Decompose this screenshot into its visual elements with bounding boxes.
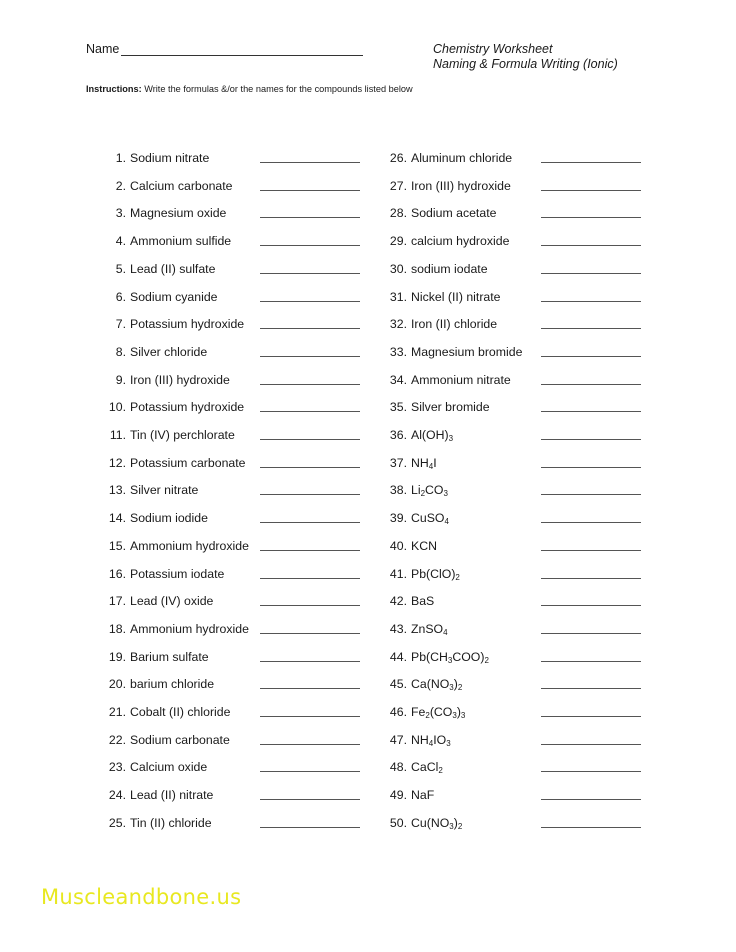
compound-label: Lead (II) sulfate: [130, 261, 216, 276]
question-number: 7.: [115, 317, 126, 332]
compound-label: Lead (II) nitrate: [130, 788, 214, 803]
compound-label: BaS: [411, 594, 435, 609]
answer-blank[interactable]: [260, 771, 360, 772]
compound-label: Sodium acetate: [411, 206, 497, 221]
question-number: 29.: [389, 234, 407, 249]
question-number: 21.: [108, 705, 126, 719]
answer-blank[interactable]: [260, 328, 360, 329]
compound-label: Iron (III) hydroxide: [411, 178, 511, 193]
watermark: Muscleandbone.us: [41, 885, 242, 909]
answer-blank[interactable]: [260, 356, 360, 357]
question-number: 19.: [108, 649, 126, 664]
answer-blank[interactable]: [260, 162, 360, 163]
compound-label: Potassium hydroxide: [130, 400, 245, 415]
answer-blank[interactable]: [541, 162, 641, 163]
compound-label: NaF: [411, 788, 435, 803]
answer-blank[interactable]: [541, 301, 641, 302]
question-number: 13.: [108, 483, 126, 498]
compound-label: Barium sulfate: [130, 649, 209, 664]
question-number: 49.: [389, 788, 407, 803]
compound-label: Ammonium hydroxide: [130, 538, 249, 553]
question-number: 9.: [115, 372, 126, 387]
compound-label: Magnesium oxide: [130, 206, 227, 221]
answer-blank[interactable]: [260, 411, 360, 412]
worksheet-subtitle: Naming & Formula Writing (Ionic): [433, 57, 618, 71]
question-number: 38.: [389, 483, 407, 498]
question-number: 30.: [389, 261, 407, 276]
question-number: 18.: [108, 621, 126, 636]
answer-blank[interactable]: [260, 716, 360, 717]
compound-label: $NH_4I$: [411, 455, 437, 471]
compound-label: barium chloride: [130, 677, 215, 692]
compound-label: CaCl$_2$: [411, 760, 443, 776]
compound-label: KCN: [411, 538, 437, 553]
compound-label: Magnesium bromide: [411, 344, 523, 359]
answer-blank[interactable]: [541, 716, 641, 717]
question-number: 43.: [389, 621, 407, 636]
answer-blank[interactable]: [260, 799, 360, 800]
answer-blank[interactable]: [260, 273, 360, 274]
answer-blank[interactable]: [541, 328, 641, 329]
question-number: 48.: [389, 760, 407, 775]
question-number: 22.: [108, 732, 126, 747]
question-number: 23.: [108, 760, 126, 775]
answer-blank[interactable]: [541, 605, 641, 606]
answer-blank[interactable]: [260, 827, 360, 828]
compound-label: Iron (III) hydroxide: [130, 372, 230, 387]
compound-label: $Al(OH)_3$: [411, 428, 454, 443]
compound-label: Silver chloride: [130, 344, 208, 359]
compound-label: Lead (IV) oxide: [130, 594, 214, 609]
answer-blank[interactable]: [260, 744, 360, 745]
compound-label: CuSO$_4$: [411, 511, 449, 527]
question-number: 36.: [389, 428, 407, 442]
compound-label: Sodium iodide: [130, 511, 208, 526]
name-field-line[interactable]: [121, 55, 363, 56]
question-number: 41.: [389, 566, 407, 581]
question-number: 20.: [108, 677, 126, 692]
question-number: 17.: [108, 594, 126, 609]
question-number: 35.: [389, 400, 407, 415]
question-number: 2.: [115, 178, 126, 193]
compound-label: Silver bromide: [411, 400, 490, 415]
answer-blank[interactable]: [260, 661, 360, 662]
answer-blank[interactable]: [541, 771, 641, 772]
answer-blank[interactable]: [541, 467, 641, 468]
answer-blank[interactable]: [541, 661, 641, 662]
answer-blank[interactable]: [541, 522, 641, 523]
answer-blank[interactable]: [260, 439, 360, 440]
instructions: [86, 84, 413, 94]
answer-blank[interactable]: [541, 799, 641, 800]
answer-blank[interactable]: [260, 384, 360, 385]
compound-label: Ammonium hydroxide: [130, 621, 249, 636]
compound-label: Ammonium nitrate: [411, 372, 511, 387]
question-number: 15.: [108, 538, 126, 553]
question-number: 16.: [108, 566, 126, 581]
question-number: 42.: [389, 594, 407, 609]
question-number: 8.: [115, 344, 126, 359]
compound-label: Cobalt (II) chloride: [130, 705, 231, 719]
compound-label: Potassium carbonate: [130, 455, 246, 470]
answer-blank[interactable]: [541, 744, 641, 745]
compound-label: Silver nitrate: [130, 483, 199, 498]
question-number: 3.: [115, 206, 126, 221]
answer-blank[interactable]: [260, 301, 360, 302]
name-label: Name: [86, 42, 120, 56]
answer-blank[interactable]: [541, 190, 641, 191]
question-number: 14.: [108, 511, 126, 526]
compound-label: $Ca(NO_3)_2$: [411, 677, 463, 693]
instructions-label: Instructions:: [86, 84, 142, 94]
answer-blank[interactable]: [541, 827, 641, 828]
answer-blank[interactable]: [541, 245, 641, 246]
compound-label: $Li_2CO_3$: [411, 483, 448, 499]
question-number: 28.: [389, 206, 407, 221]
answer-blank[interactable]: [260, 245, 360, 246]
question-number: 34.: [389, 372, 407, 387]
compound-label: Calcium carbonate: [130, 178, 233, 193]
answer-blank[interactable]: [541, 217, 641, 218]
question-number: 4.: [115, 234, 126, 249]
question-number: 1.: [115, 151, 126, 165]
answer-blank[interactable]: [541, 384, 641, 385]
compound-label: $Cu(NO_3)_2$: [411, 815, 463, 831]
question-number: 6.: [115, 289, 126, 304]
compound-label: calcium hydroxide: [411, 234, 510, 249]
compound-label: $Pb(CH_3COO)_2$: [411, 649, 489, 665]
instructions-text: Write the formulas &/or the names for the compounds listed below: [141, 84, 413, 94]
question-number: 37.: [389, 455, 407, 470]
answer-blank[interactable]: [260, 217, 360, 218]
answer-blank[interactable]: [541, 273, 641, 274]
compound-label: Sodium carbonate: [130, 732, 230, 747]
question-number: 32.: [389, 317, 407, 332]
compound-label: Potassium hydroxide: [130, 317, 245, 332]
question-number: 50.: [389, 815, 407, 830]
compound-label: Ammonium sulfide: [130, 234, 232, 249]
answer-blank[interactable]: [260, 578, 360, 579]
answer-blank[interactable]: [541, 550, 641, 551]
worksheet-title: Chemistry Worksheet: [433, 42, 553, 56]
compound-label: Potassium iodate: [130, 566, 225, 581]
question-number: 12.: [108, 455, 126, 470]
question-number: 44.: [389, 649, 407, 664]
question-number: 5.: [115, 261, 126, 276]
question-number: 40.: [389, 538, 407, 553]
compound-label: $NH_4IO_3$: [411, 732, 451, 748]
answer-blank[interactable]: [260, 605, 360, 606]
compound-label: Tin (IV) perchlorate: [130, 428, 235, 442]
answer-blank[interactable]: [260, 633, 360, 634]
question-number: 25.: [108, 815, 126, 830]
compound-label: Sodium nitrate: [130, 151, 210, 165]
compound-label: Sodium cyanide: [130, 289, 218, 304]
question-number: 45.: [389, 677, 407, 692]
answer-blank[interactable]: [541, 494, 641, 495]
answer-blank[interactable]: [260, 190, 360, 191]
question-number: 47.: [389, 732, 407, 747]
compound-label: $Fe_2(CO_3)_3$: [411, 705, 466, 720]
question-number: 27.: [389, 178, 407, 193]
compound-label: sodium iodate: [411, 261, 488, 276]
compound-label: Nickel (II) nitrate: [411, 289, 501, 304]
question-number: 10.: [108, 400, 126, 415]
compound-label: Aluminum chloride: [411, 151, 513, 165]
compound-label: Calcium oxide: [130, 760, 208, 775]
answer-blank[interactable]: [260, 688, 360, 689]
question-number: 11.: [109, 428, 126, 442]
answer-blank[interactable]: [541, 411, 641, 412]
answer-blank[interactable]: [541, 688, 641, 689]
question-number: 31.: [389, 289, 407, 304]
answer-blank[interactable]: [541, 439, 641, 440]
compound-label: Iron (II) chloride: [411, 317, 498, 332]
answer-blank[interactable]: [260, 467, 360, 468]
answer-blank[interactable]: [541, 633, 641, 634]
question-number: 39.: [389, 511, 407, 526]
answer-blank[interactable]: [260, 494, 360, 495]
question-number: 24.: [108, 788, 126, 803]
answer-blank[interactable]: [541, 578, 641, 579]
compound-label: Tin (II) chloride: [130, 815, 212, 830]
answer-blank[interactable]: [260, 522, 360, 523]
question-number: 46.: [389, 705, 407, 719]
compound-label: ZnSO$_4$: [411, 621, 448, 637]
answer-blank[interactable]: [260, 550, 360, 551]
compound-label: $Pb(ClO)_2$: [411, 566, 460, 582]
question-number: 33.: [389, 344, 407, 359]
question-number: 26.: [389, 151, 407, 165]
answer-blank[interactable]: [541, 356, 641, 357]
